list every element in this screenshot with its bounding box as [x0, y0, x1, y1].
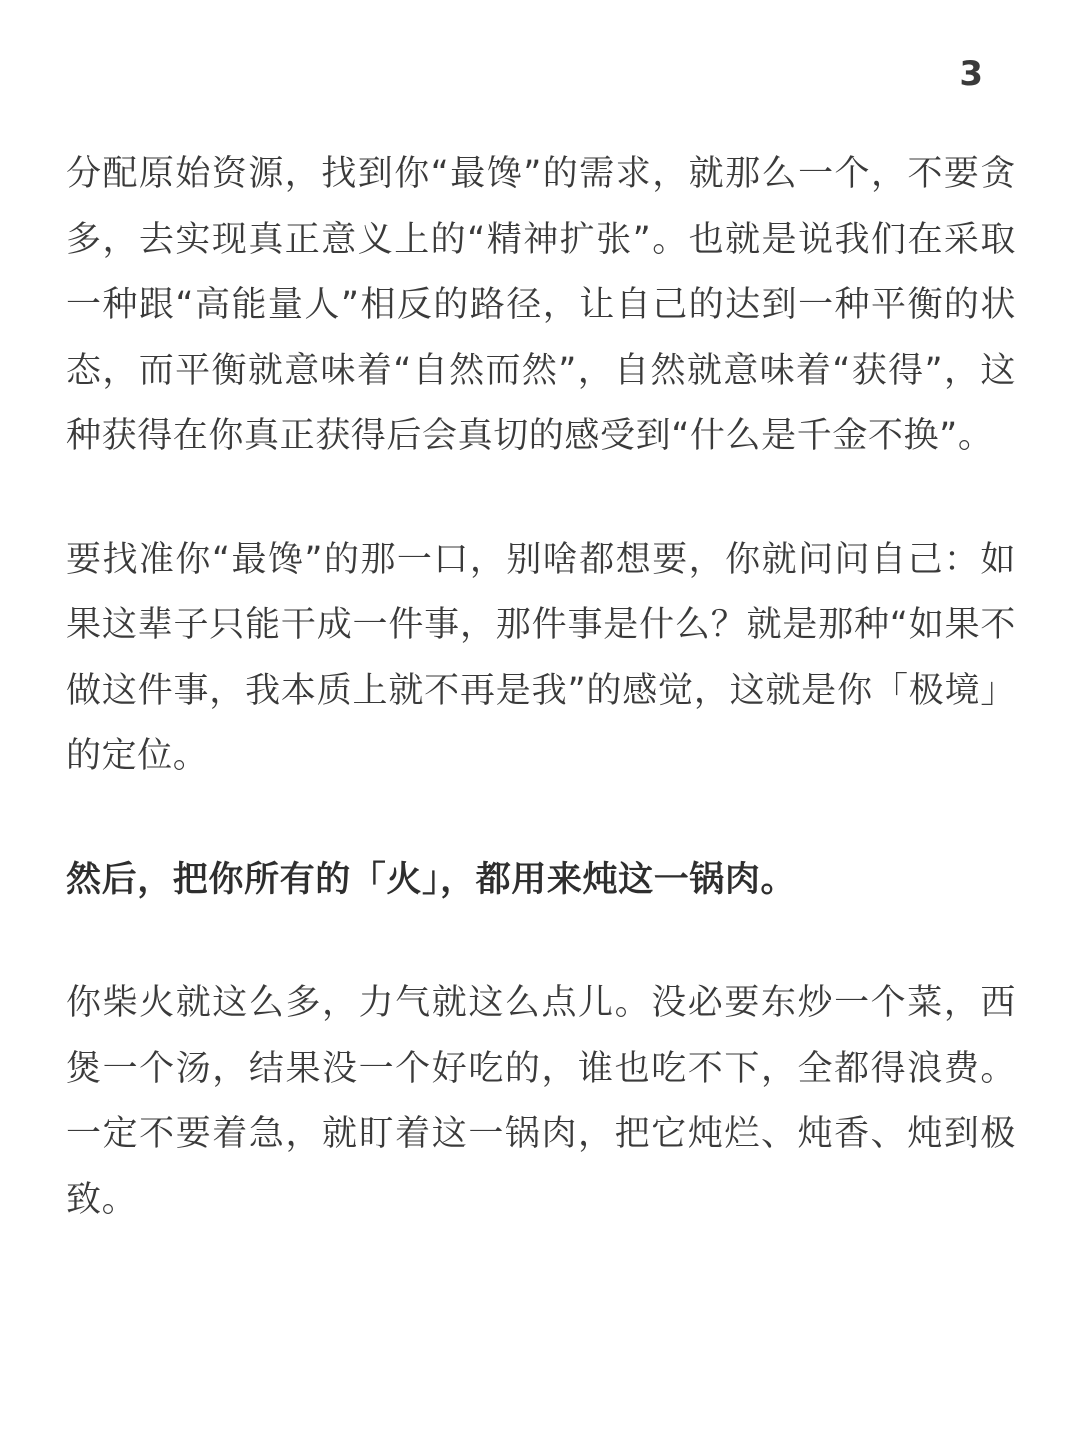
paragraph-3-emphasis: 然后，把你所有的「火」，都用来炖这一锅肉。: [66, 859, 797, 900]
paragraph-4: 你柴火就这么多，力气就这么点儿。没必要东炒一个菜，西煲一个汤，结果没一个好吃的，谁也吃不下，全都得浪费。一定不要着急，就盯着这一锅肉，把它炖烂、炖香、炖到极致。: [66, 983, 1016, 1220]
article-body: [66, 142, 1016, 1291]
page-number: 3: [959, 54, 983, 94]
paragraph-1: 分配原始资源，找到你“最馋”的需求，就那么一个，不要贪多，去实现真正意义上的“精神扩张”。也就是说我们在采取一种跟“高能量人”相反的路径，让自己的达到一种平衡的状态，而平衡就意味着“自然而然”，自然就意味着“获得”，这种获得在你真正获得后会真切的感受到“什么是千金不换”。: [66, 154, 1016, 456]
paragraph-2: 要找准你“最馋”的那一口，别啥都想要，你就问问自己：如果这辈子只能干成一件事，那件事是什么？就是那种“如果不做这件事，我本质上就不再是我”的感觉，这就是你「极境」的定位。: [66, 539, 1016, 776]
